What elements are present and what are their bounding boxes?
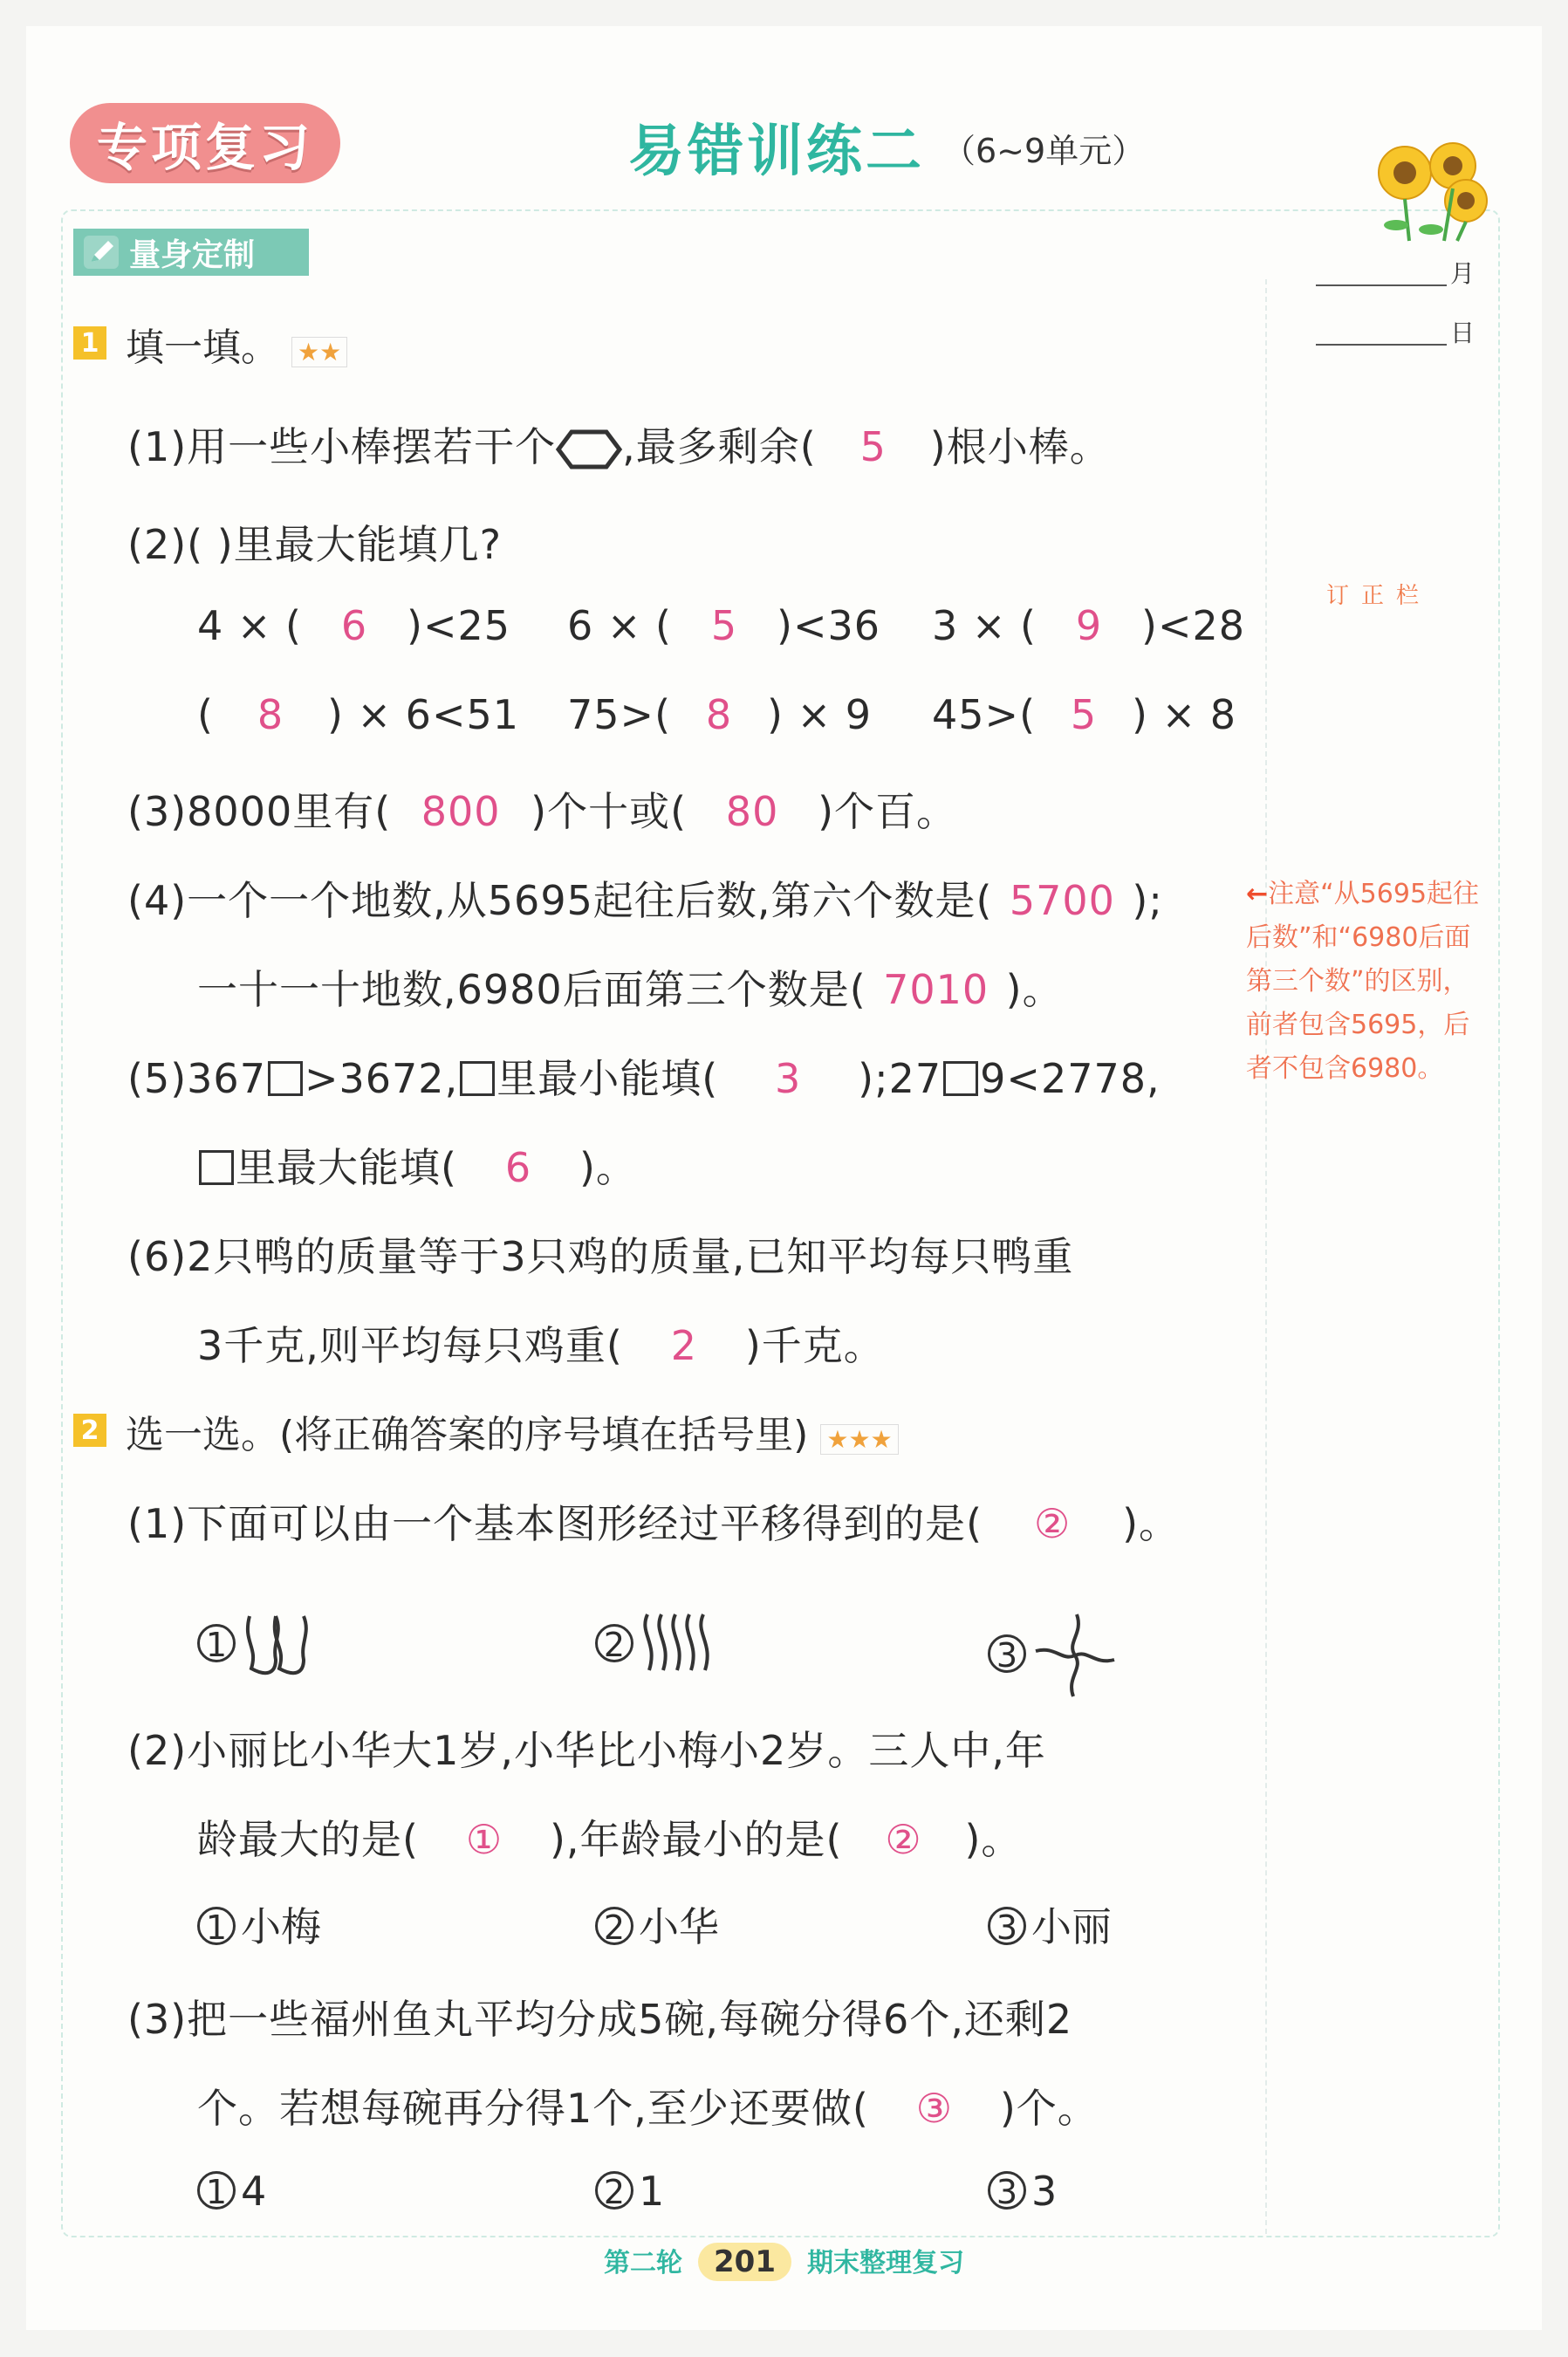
answer[interactable]: 9 [1075,602,1103,649]
q1-part5-text6: 里最大能填( [236,1144,457,1191]
footer-left: 第二轮 [604,2248,682,2278]
option-1[interactable] [197,1607,319,1677]
q1-part2-row2 [567,691,872,738]
q2-part3-line2 [197,2077,1099,2134]
q1-part3-text3: )个百。 [818,788,958,835]
answer[interactable]: 8 [257,691,284,738]
q1-part5-text2: >3672, [304,1055,459,1102]
footer-right: 期末整理复习 [806,2248,964,2278]
option-3[interactable] [988,1607,1119,1703]
difficulty-stars: ★★ [291,337,347,367]
q1-part2-row1 [197,602,510,649]
expr-text: )<25 [407,602,511,649]
answer[interactable]: 2 [670,1322,697,1369]
q1-part1 [127,415,1111,473]
answer[interactable]: 6 [340,602,368,649]
expr-text: 3 × ( [932,602,1037,649]
blank-box [460,1061,495,1096]
q1-part2-row2 [197,691,519,738]
column-divider [1265,279,1267,2234]
option-text: 小华 [639,1903,719,1950]
question-title-text: 填一填。 [126,325,279,370]
q1-part5-text3: 里最小能填( [496,1055,719,1102]
section-label [73,229,309,276]
q1-part5-text: (5)367 [127,1055,266,1102]
option-number: 1 [197,1624,236,1662]
expr-text: )<28 [1141,602,1246,649]
q1-part2: (2)( )里最大能填几? [127,521,503,568]
option-number: 3 [988,1634,1026,1673]
answer[interactable]: 5 [859,423,887,470]
page-title: 易错训练二 [628,120,925,184]
option-2[interactable] [595,1607,717,1677]
option-number: 1 [197,1907,236,1945]
page-number: 201 [698,2243,791,2281]
option-number: 3 [988,1907,1026,1945]
pinwheel-figure [1031,1607,1119,1703]
expr-text: ) × 8 [1132,691,1237,738]
q1-part5-text5: 9<2778, [980,1055,1161,1102]
section-label-text: 量身定制 [129,236,256,273]
margin-note [1246,873,1490,1091]
q1-part3-text2: )个十或( [531,788,688,835]
option-1[interactable] [197,1895,321,1953]
question-title-text: 选一选。(将正确答案的序号填在括号里) [126,1413,809,1457]
option-2[interactable] [595,2168,664,2215]
expr-text: 6 × ( [567,602,672,649]
answer[interactable]: ③ [915,2085,953,2132]
option-text: 1 [639,2168,665,2215]
q1-part3 [127,780,957,838]
margin-note-text: 注意“从5695起往后数”和“6980后面第三个数”的区别，前者包含5695，后者不包含6980。 [1246,879,1480,1084]
q1-part2-row1 [932,602,1245,649]
answer[interactable]: 5 [1070,691,1098,738]
q2-part2-text: 龄最大的是( [197,1816,419,1863]
option-number: 2 [595,1907,633,1945]
answer[interactable]: 5 [710,602,738,649]
q1-part2-row2 [932,691,1236,738]
q1-part6-text: 3千克,则平均每只鸡重( [197,1322,623,1369]
day-label: 日 [1450,319,1476,347]
q1-part4-text2: ); [1132,877,1163,924]
expr-text: ) × 6<51 [326,691,520,738]
section-badge: 专项复习 [70,103,340,183]
sunflower-icon [1370,138,1501,243]
month-label: 月 [1450,259,1476,288]
q1-part3-text: (3)8000里有( [127,788,392,835]
answer[interactable]: ② [885,1816,922,1863]
expr-text: 4 × ( [197,602,302,649]
q1-part4-line1 [127,869,1163,927]
answer[interactable]: 5700 [1009,877,1115,924]
correction-column-heading: 订正栏 [1326,583,1432,609]
difficulty-stars: ★★★ [820,1424,898,1455]
answer[interactable]: 8 [705,691,733,738]
option-text: 3 [1031,2168,1058,2215]
option-3[interactable] [988,2168,1057,2215]
q1-part5-text4: );27 [858,1055,942,1102]
q1-part1-text: (1)用一些小棒摆若干个 [127,423,557,470]
option-text: 小梅 [241,1903,321,1950]
page-subtitle: （6~9单元） [942,132,1146,170]
q1-part4-text3: 一十一十地数,6980后面第三个数是( [197,966,866,1013]
answer[interactable]: ② [1033,1500,1072,1547]
expr-text: ) × 9 [767,691,873,738]
q1-part4-text4: )。 [1005,966,1064,1013]
q1-part1-text2: ,最多剩余( [622,423,817,470]
q2-part2-text3: )。 [964,1816,1023,1863]
answer[interactable]: 7010 [883,966,989,1013]
option-text: 4 [241,2168,267,2215]
option-number: 1 [197,2171,236,2210]
answer[interactable]: ① [465,1816,503,1863]
option-number: 2 [595,2171,633,2210]
option-3[interactable] [988,1895,1112,1953]
option-text: 小丽 [1031,1903,1112,1950]
blank-box [268,1061,303,1096]
question-number: 1 [73,326,106,360]
option-number: 3 [988,2171,1026,2210]
q1-part6-text2: )千克。 [744,1322,885,1369]
wavy-loops-figure [241,1607,319,1677]
option-number: 2 [595,1624,633,1662]
option-1[interactable] [197,2168,266,2215]
q2-part1 [127,1492,1180,1550]
option-2[interactable] [595,1895,719,1953]
expr-text: 45>( [932,691,1037,738]
blank-box [943,1061,978,1096]
q1-part6-line1: (6)2只鸭的质量等于3只鸡的质量,已知平均每只鸭重 [127,1233,1074,1280]
parallel-waves-figure [639,1607,717,1677]
q1-part2-row1 [567,602,880,649]
answer[interactable]: 800 [421,788,501,835]
q1-part6-line2 [197,1314,885,1372]
q2-part3-line1: (3)把一些福州鱼丸平均分成5碗,每碗分得6个,还剩2 [127,1996,1073,2043]
q1-part5-text7: )。 [579,1144,637,1191]
answer[interactable]: 3 [775,1055,802,1102]
q2-part3-text2: )个。 [999,2085,1099,2132]
q1-part5-line1 [127,1047,1161,1105]
q2-part3-text: 个。若想每碗再分得1个,至少还要做( [197,2085,869,2132]
q1-part4-text: (4)一个一个地数,从5695起往后数,第六个数是( [127,877,993,924]
pencil-icon [84,236,119,269]
hexagon-icon [556,429,622,469]
month-blank[interactable] [1316,253,1447,286]
answer[interactable]: 80 [725,788,779,835]
expr-text: 75>( [567,691,672,738]
q1-part4-line2 [197,958,1064,1016]
q2-part1-text2: )。 [1122,1500,1181,1547]
blank-box [199,1150,234,1185]
question-number: 2 [73,1414,106,1447]
expr-text: )<36 [777,602,881,649]
q2-part2-text2: ),年龄最小的是( [549,1816,843,1863]
expr-text: ( [197,691,214,738]
answer[interactable]: 6 [504,1144,532,1191]
day-blank[interactable] [1316,312,1447,346]
q1-part1-text3: )根小棒。 [929,423,1111,470]
q2-part2-line1: (2)小丽比小华大1岁,小华比小梅小2岁。三人中,年 [127,1727,1046,1774]
arrow-left-icon: ← [1246,879,1269,909]
question-title [126,316,347,372]
q2-part1-text: (1)下面可以由一个基本图形经过平移得到的是( [127,1500,983,1547]
question-title [126,1403,899,1459]
q1-part5-line2 [197,1136,637,1194]
q2-part2-line2 [197,1808,1022,1866]
page-footer [0,2241,1568,2281]
